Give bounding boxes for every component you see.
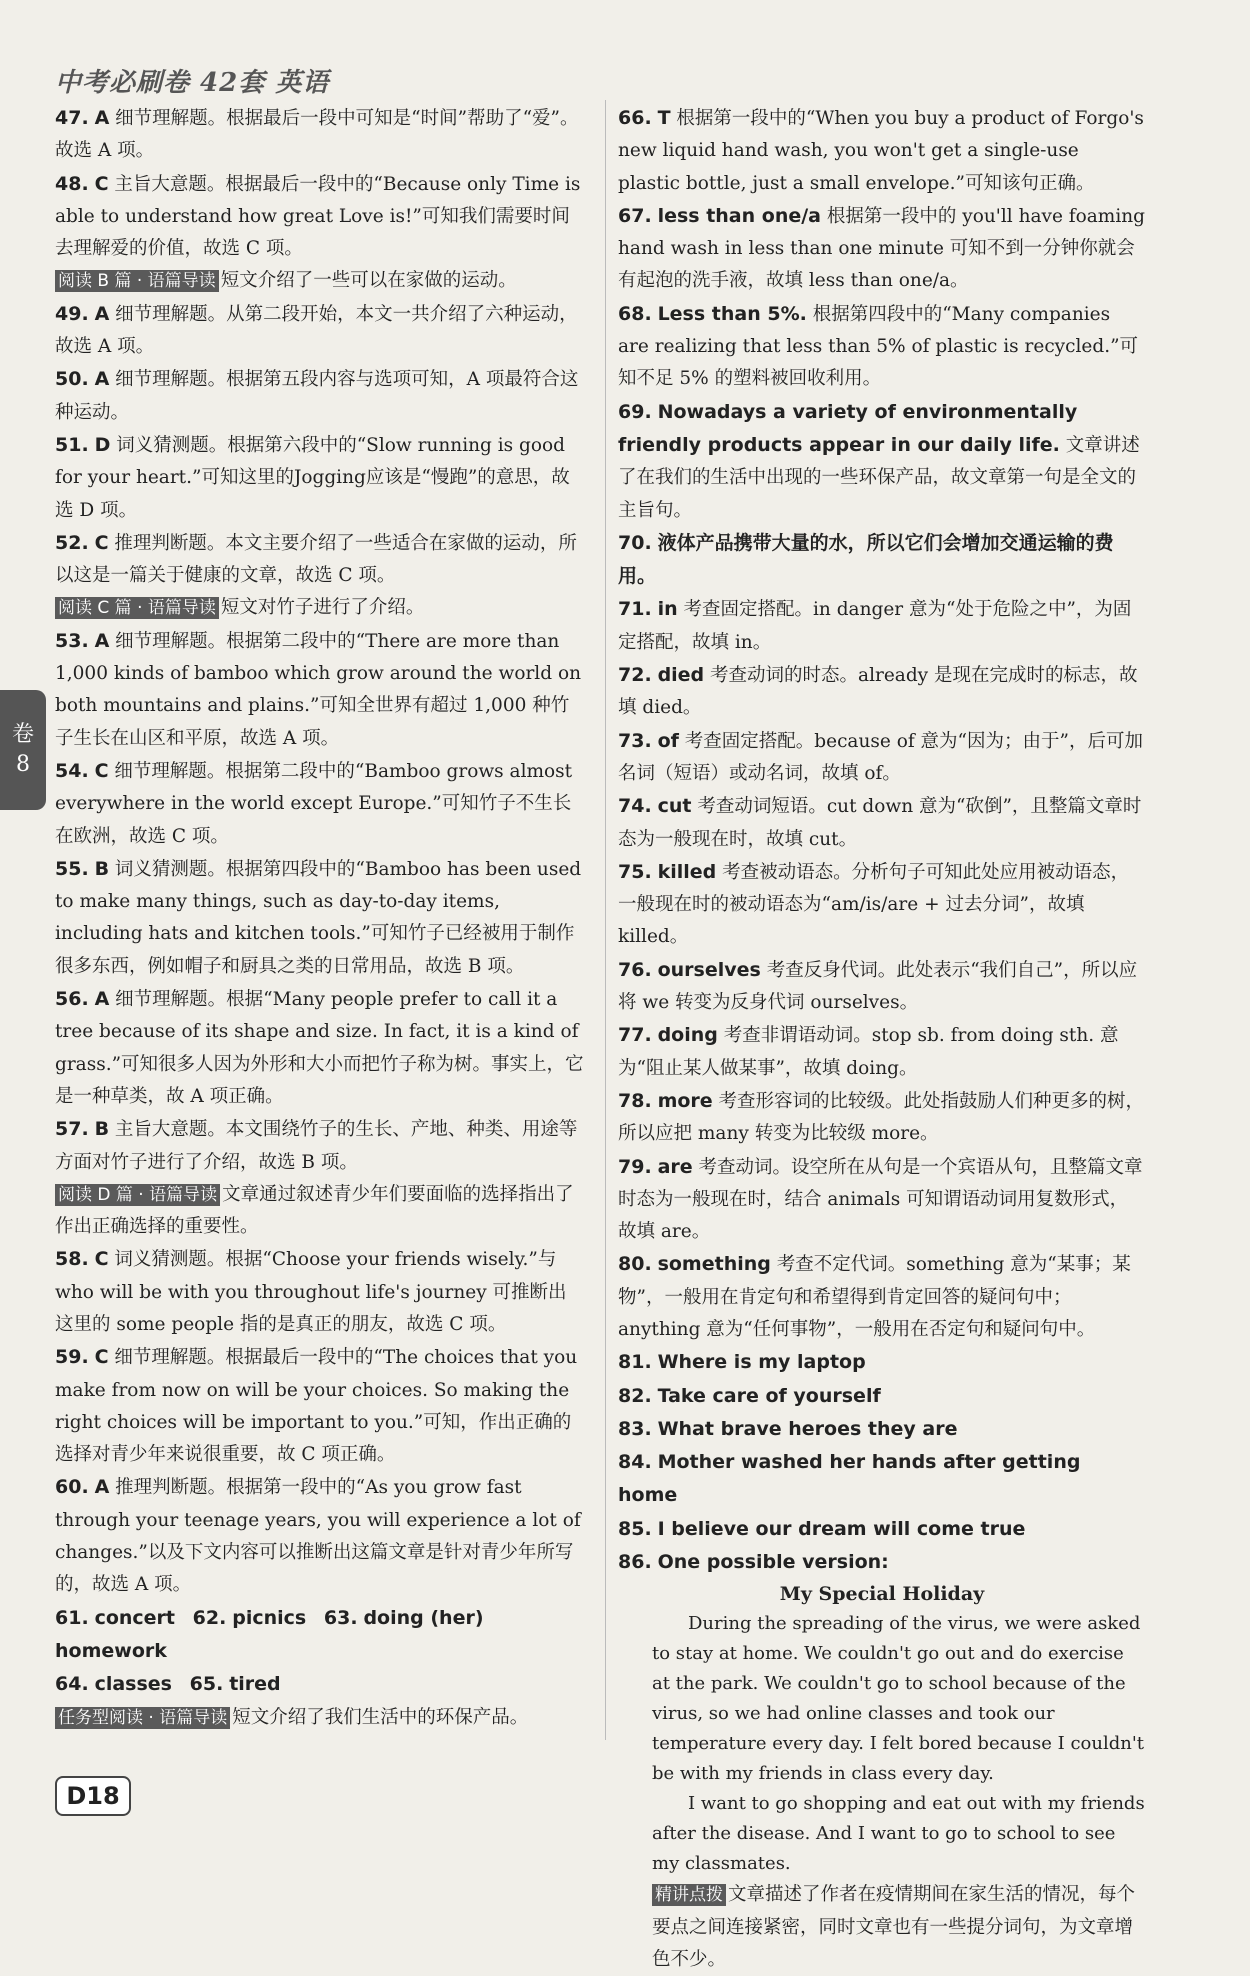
answer-82: 82. Take care of yourself bbox=[618, 1384, 881, 1407]
passage-c-guide: 阅读 C 篇 · 语篇导读 短文对竹子进行了介绍。 bbox=[55, 592, 585, 624]
answer-86: 86. One possible version: bbox=[618, 1551, 889, 1574]
answer-76: 76. ourselves 考查反身代词。此处表示“我们自己”，所以应将 we 转变为反身代词 ourselves。 bbox=[618, 958, 1138, 1014]
answer-73: 73. of 考查固定搭配。because of 意为“因为；由于”，后可加名词（短语）或动名词，故填 of。 bbox=[618, 729, 1143, 784]
answer-55: 55. B 词义猜测题。根据第四段中的“Bamboo has been used to make many things, such as day-to-day items, including hats and kitchen tools.”可知竹子已经被用于制作很多东西，例如帽子和厨具之类的日常用品，故选 B 项。 bbox=[55, 857, 582, 977]
passage-b-guide: 阅读 B 篇 · 语篇导读 短文介绍了一些可以在家做的运动。 bbox=[55, 265, 585, 297]
section-tag: 阅读 C 篇 · 语篇导读 bbox=[55, 597, 219, 619]
answer-58: 58. C 词义猜测题。根据“Choose your friends wisely.”与 who will be with you throughout life's journey 可推断出这里的 some people 指的是真正的朋友，故选 C 项。 bbox=[55, 1248, 567, 1335]
essay-paragraph: I want to go shopping and eat out with my friends after the disease. And I want to go to school to see my classmates. bbox=[652, 1793, 1145, 1875]
answer-69: 69. Nowadays a variety of environmentally friendly products appear in our daily life. 文章讲述了在我们的生活中出现的一些环保产品，故文章第一句是全文的主旨句。 bbox=[618, 400, 1140, 521]
answer-51: 51. D 词义猜测题。根据第六段中的“Slow running is good for your heart.”可知这里的Jogging应该是“慢跑”的意思，故选 D 项。 bbox=[55, 433, 570, 521]
answer-54: 54. C 细节理解题。根据第二段中的“Bamboo grows almost everywhere in the world except Europe.”可知竹子不生长在欧洲，故选 C 项。 bbox=[55, 759, 573, 847]
answers-64-65: 64. classes 65. tired bbox=[55, 1673, 281, 1696]
section-tag: 精讲点拨 bbox=[652, 1884, 726, 1906]
column-divider bbox=[605, 100, 606, 1740]
volume-side-tab bbox=[0, 690, 46, 810]
answer-48: 48. C 主旨大意题。根据最后一段中的“Because only Time is able to understand how great Love is!”可知我们需要时间去理解爱的价值，故选 C 项。 bbox=[55, 172, 581, 260]
essay-title: My Special Holiday bbox=[779, 1583, 985, 1606]
answer-60: 60. A 推理判断题。根据第一段中的“As you grow fast through your teenage years, you will experience a lot of changes.”以及下文内容可以推断出这篇文章是针对青少年所写的，故选 A 项。 bbox=[55, 1476, 581, 1596]
left-column bbox=[55, 102, 585, 1734]
answer-81: 81. Where is my laptop bbox=[618, 1351, 866, 1374]
answer-80: 80. something 考查不定代词。something 意为“某事；某物”，一般用在肯定句和希望得到肯定回答的疑问句中；anything 意为“任何事物”，一般用在否定句和疑问句中。 bbox=[618, 1253, 1131, 1340]
page-number: D18 bbox=[55, 1776, 131, 1816]
side-tab-number: 8 bbox=[16, 752, 30, 777]
answer-74: 74. cut 考查动词短语。cut down 意为“砍倒”，且整篇文章时态为一般现在时，故填 cut。 bbox=[618, 795, 1142, 850]
answer-53: 53. A 细节理解题。根据第二段中的“There are more than 1,000 kinds of bamboo which grow around the world on both mountains and plains.”可知全世界有超过 1,000 种竹子生长在山区和平原，故选 A 项。 bbox=[55, 629, 581, 749]
right-column bbox=[618, 102, 1146, 1976]
answer-49: 49. A 细节理解题。从第二段开始，本文一共介绍了六种运动，故选 A 项。 bbox=[55, 302, 578, 358]
answer-72: 72. died 考查动词的时态。already 是现在完成时的标志，故填 died。 bbox=[618, 664, 1138, 719]
answer-83: 83. What brave heroes they are bbox=[618, 1417, 958, 1440]
answer-84: 84. Mother washed her hands after getting home bbox=[618, 1451, 1081, 1507]
answer-71: 71. in 考查固定搭配。in danger 意为“处于危险之中”，为固定搭配，故填 in。 bbox=[618, 598, 1132, 653]
answer-56: 56. A 细节理解题。根据“Many people prefer to call it a tree because of its shape and size. In fact, it is a kind of grass.”可知很多人因为外形和大小而把竹子称为树。事实上，它是一种草类，故 A 项正确。 bbox=[55, 988, 584, 1107]
answer-70: 70. 液体产品携带大量的水，所以它们会增加交通运输的费用。 bbox=[618, 531, 1114, 588]
answers-61-63: 61. concert 62. picnics 63. doing (her) homework bbox=[55, 1606, 484, 1662]
answer-75: 75. killed 考查被动语态。分析句子可知此处应用被动语态，一般现在时的被动语态为“am/is/are + 过去分词”，故填 killed。 bbox=[618, 860, 1130, 948]
answer-78: 78. more 考查形容词的比较级。此处指鼓励人们种更多的树，所以应把 many 转变为比较级 more。 bbox=[618, 1089, 1145, 1145]
answer-66: 66. T 根据第一段中的“When you buy a product of Forgo's new liquid hand wash, you won't get a single-use plastic bottle, just a small envelope.”可知该句正确。 bbox=[618, 107, 1144, 194]
side-tab-label: 卷 bbox=[11, 722, 34, 747]
answer-68: 68. Less than 5%. 根据第四段中的“Many companies are realizing that less than 5% of plastic is recycled.”可知不足 5% 的塑料被回收利用。 bbox=[618, 302, 1139, 390]
answer-67: 67. less than one/a 根据第一段中的 you'll have foaming hand wash in less than one minute 可知不到一分钟你就会有起泡的洗手液，故填 less than one/a。 bbox=[618, 204, 1146, 292]
answer-57: 57. B 主旨大意题。本文围绕竹子的生长、产地、种类、用途等方面对竹子进行了介绍，故选 B 项。 bbox=[55, 1118, 578, 1173]
section-tag: 任务型阅读 · 语篇导读 bbox=[55, 1707, 230, 1729]
book-header-title: 中考必刷卷 42套 英语 bbox=[55, 68, 330, 98]
passage-d-guide: 阅读 D 篇 · 语篇导读 文章通过叙述青少年们要面临的选择指出了作出正确选择的重要性。 bbox=[55, 1183, 574, 1238]
answer-77: 77. doing 考查非谓语动词。stop sb. from doing sth. 意为“阻止某人做某事”，故填 doing。 bbox=[618, 1024, 1119, 1079]
answer-59: 59. C 细节理解题。根据最后一段中的“The choices that you make from now on will be your choices. So making the right choices will be important to you.”可知，作出正确的选择对青少年来说很重要，故 C 项正确。 bbox=[55, 1346, 578, 1466]
expert-comment: 精讲点拨 文章描述了作者在疫情期间在家生活的情况，每个要点之间连接紧密，同时文章也有一些提分词句，为文章增色不少。 bbox=[652, 1884, 1136, 1970]
essay-paragraph: During the spreading of the virus, we were asked to stay at home. We couldn't go out and do exercise at the park. We couldn't go to school because of the virus, so we had online classes and took our temperature every day. I felt bored because I couldn't be with my friends in class every day. bbox=[652, 1613, 1145, 1785]
task-reading-guide: 任务型阅读 · 语篇导读 短文介绍了我们生活中的环保产品。 bbox=[55, 1702, 585, 1734]
section-tag: 阅读 D 篇 · 语篇导读 bbox=[55, 1184, 220, 1206]
answer-85: 85. I believe our dream will come true bbox=[618, 1517, 1026, 1540]
answer-79: 79. are 考查动词。设空所在从句是一个宾语从句，且整篇文章时态为一般现在时，结合 animals 可知谓语动词用复数形式，故填 are。 bbox=[618, 1155, 1143, 1243]
answer-47: 47. A 细节理解题。根据最后一段中可知是“时间”帮助了“爱”。故选 A 项。 bbox=[55, 107, 579, 162]
answer-50: 50. A 细节理解题。根据第五段内容与选项可知，A 项最符合这种运动。 bbox=[55, 368, 579, 423]
section-tag: 阅读 B 篇 · 语篇导读 bbox=[55, 270, 219, 292]
answer-52: 52. C 推理判断题。本文主要介绍了一些适合在家做的运动，所以这是一篇关于健康的文章，故选 C 项。 bbox=[55, 531, 577, 587]
